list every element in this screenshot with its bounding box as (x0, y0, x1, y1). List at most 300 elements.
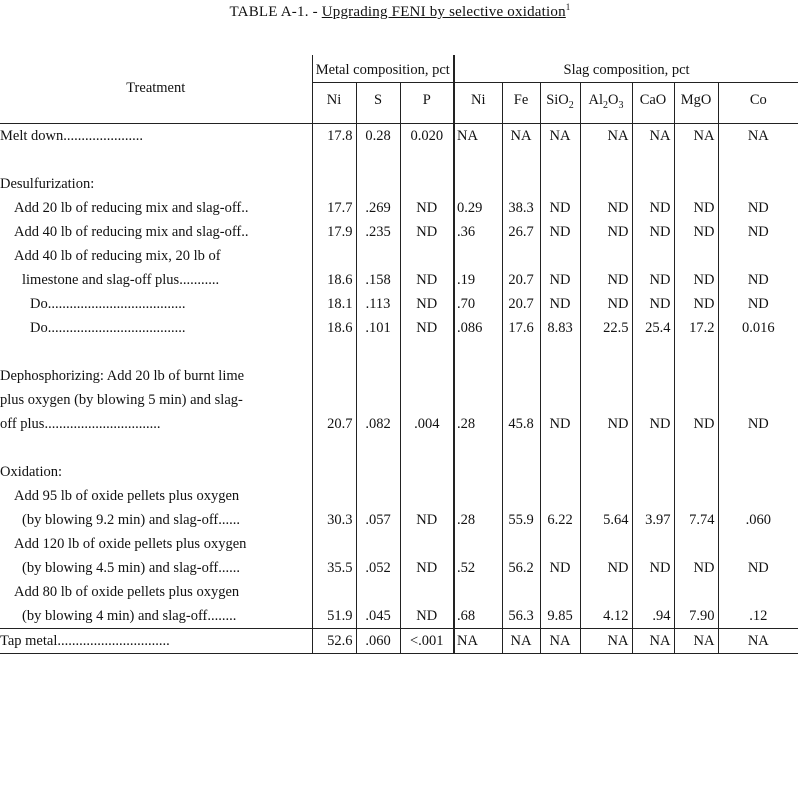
cell-value: 18.6 (327, 271, 353, 288)
metal-value-cell (400, 123, 454, 148)
cell-value: ND (693, 295, 715, 312)
treatment-line: Add 80 lb of oxide pellets plus oxygen (14, 583, 240, 600)
cell-value: ND (693, 271, 715, 288)
cell-value: ND (607, 223, 629, 240)
cell-value: ND (747, 199, 769, 216)
cell-value: ND (549, 415, 571, 432)
cell-value: ND (607, 415, 629, 432)
treatment-line: (by blowing 9.2 min) and slag-off...... (22, 511, 241, 528)
table-row (0, 532, 798, 580)
slag-value-cell (718, 220, 798, 244)
slag-value-cell (454, 436, 502, 484)
treatment-line: plus oxygen (by blowing 5 min) and slag- (0, 391, 243, 408)
cell-value: ND (416, 511, 438, 528)
slag-value-cell (502, 580, 540, 629)
treatment-line: Do...................................... (30, 295, 186, 312)
metal-value-cell (400, 148, 454, 196)
cell-value: .235 (365, 223, 391, 240)
cell-value: 7.74 (689, 511, 715, 528)
cell-value: .28 (457, 415, 476, 432)
metal-value-cell (312, 484, 356, 532)
treatment-cell (0, 292, 312, 316)
slag-value-cell (540, 196, 580, 220)
slag-value-cell (632, 244, 674, 292)
cell-value: NA (607, 127, 629, 144)
treatment-line (0, 340, 312, 364)
slag-value-cell (674, 123, 718, 148)
slag-value-cell (580, 316, 632, 340)
slag-col-header: Fe (502, 83, 540, 124)
slag-value-cell (540, 316, 580, 340)
cell-value: 17.7 (327, 199, 353, 216)
cell-value: 8.83 (547, 319, 573, 336)
metal-value-cell (312, 316, 356, 340)
slag-value-cell (502, 316, 540, 340)
slag-value-cell (454, 148, 502, 196)
cell-value: .060 (745, 511, 771, 528)
cell-value: 55.9 (508, 511, 534, 528)
metal-composition-header: Metal composition, pct (312, 55, 454, 83)
cell-value: 6.22 (547, 511, 573, 528)
cell-value: .060 (365, 632, 391, 649)
slag-value-cell (718, 628, 798, 653)
cell-value: .086 (457, 319, 483, 336)
slag-value-cell (632, 196, 674, 220)
slag-value-cell (540, 148, 580, 196)
cell-value: NA (510, 632, 532, 649)
metal-value-cell (312, 220, 356, 244)
cell-value: ND (607, 295, 629, 312)
cell-value: NA (693, 632, 715, 649)
cell-value: 5.64 (603, 511, 629, 528)
slag-value-cell (632, 292, 674, 316)
slag-col-header: CaO (632, 83, 674, 124)
treatment-line: (by blowing 4.5 min) and slag-off...... (22, 559, 241, 576)
metal-value-cell (312, 123, 356, 148)
cell-value: ND (607, 271, 629, 288)
slag-value-cell (580, 148, 632, 196)
metal-value-cell (356, 292, 400, 316)
cell-value: .113 (365, 295, 391, 312)
slag-value-cell (580, 628, 632, 653)
cell-value: ND (693, 415, 715, 432)
slag-value-cell (502, 148, 540, 196)
slag-value-cell (540, 436, 580, 484)
cell-value: .19 (457, 271, 476, 288)
slag-value-cell (632, 220, 674, 244)
slag-value-cell (718, 484, 798, 532)
slag-value-cell (540, 484, 580, 532)
slag-value-cell (540, 220, 580, 244)
metal-value-cell (356, 123, 400, 148)
cell-value: NA (457, 632, 478, 649)
cell-value: 17.8 (327, 127, 353, 144)
metal-value-cell (356, 148, 400, 196)
slag-value-cell (674, 532, 718, 580)
cell-value: ND (649, 271, 671, 288)
slag-col-header: MgO (674, 83, 718, 124)
metal-value-cell (400, 292, 454, 316)
cell-value: 56.2 (508, 559, 534, 576)
slag-value-cell (454, 628, 502, 653)
cell-value: 30.3 (327, 511, 353, 528)
slag-value-cell (454, 123, 502, 148)
slag-value-cell (580, 532, 632, 580)
cell-value: ND (649, 199, 671, 216)
treatment-line: Dephosphorizing: Add 20 lb of burnt lime (0, 367, 245, 384)
slag-value-cell (454, 244, 502, 292)
cell-value: ND (693, 223, 715, 240)
treatment-header: Treatment (0, 55, 312, 123)
slag-value-cell (674, 220, 718, 244)
metal-value-cell (400, 196, 454, 220)
metal-col-header: S (356, 83, 400, 124)
cell-value: 0.28 (365, 127, 391, 144)
cell-value: ND (549, 295, 571, 312)
treatment-line: Add 95 lb of oxide pellets plus oxygen (14, 487, 240, 504)
slag-value-cell (674, 316, 718, 340)
metal-value-cell (400, 580, 454, 629)
cell-value: ND (416, 223, 438, 240)
cell-value: 0.016 (741, 319, 775, 336)
cell-value: ND (607, 559, 629, 576)
cell-value: ND (549, 271, 571, 288)
metal-value-cell (312, 532, 356, 580)
metal-value-cell (312, 292, 356, 316)
cell-value: 0.020 (410, 127, 444, 144)
table-row (0, 292, 798, 316)
slag-value-cell (502, 484, 540, 532)
cell-value: 3.97 (645, 511, 671, 528)
slag-value-cell (454, 484, 502, 532)
metal-value-cell (356, 436, 400, 484)
slag-value-cell (632, 148, 674, 196)
slag-value-cell (580, 292, 632, 316)
slag-value-cell (580, 244, 632, 292)
cell-value: .052 (365, 559, 391, 576)
slag-value-cell (454, 292, 502, 316)
slag-value-cell (580, 123, 632, 148)
title-prefix: TABLE A-1. - (229, 4, 322, 20)
cell-value: ND (747, 271, 769, 288)
metal-col-header: Ni (312, 83, 356, 124)
treatment-line: Desulfurization: (0, 175, 95, 192)
table-body (0, 123, 798, 653)
composition-table (0, 55, 798, 654)
cell-value: ND (549, 223, 571, 240)
metal-value-cell (356, 340, 400, 436)
treatment-cell (0, 220, 312, 244)
cell-value: 45.8 (508, 415, 534, 432)
slag-value-cell (502, 436, 540, 484)
treatment-cell (0, 316, 312, 340)
slag-value-cell (540, 628, 580, 653)
slag-value-cell (674, 436, 718, 484)
slag-value-cell (674, 340, 718, 436)
cell-value: NA (457, 127, 478, 144)
title-main: Upgrading FENI by selective oxidation (321, 4, 566, 20)
slag-value-cell (502, 123, 540, 148)
cell-value: .28 (457, 511, 476, 528)
cell-value: .045 (365, 607, 391, 624)
table-row (0, 244, 798, 292)
cell-value: NA (747, 632, 769, 649)
slag-value-cell (718, 580, 798, 629)
treatment-cell (0, 123, 312, 148)
metal-value-cell (400, 436, 454, 484)
metal-value-cell (312, 628, 356, 653)
slag-value-cell (540, 292, 580, 316)
cell-value: .52 (457, 559, 476, 576)
cell-value: 26.7 (508, 223, 534, 240)
slag-value-cell (540, 123, 580, 148)
table-row (0, 340, 798, 436)
treatment-cell (0, 484, 312, 532)
cell-value: 22.5 (603, 319, 629, 336)
metal-value-cell (356, 580, 400, 629)
slag-value-cell (580, 484, 632, 532)
slag-value-cell (502, 532, 540, 580)
metal-value-cell (312, 196, 356, 220)
metal-value-cell (400, 316, 454, 340)
table-row (0, 628, 798, 653)
metal-value-cell (356, 628, 400, 653)
treatment-line (0, 148, 312, 172)
cell-value: ND (649, 223, 671, 240)
slag-col-header: Co (718, 83, 798, 124)
metal-value-cell (400, 484, 454, 532)
slag-value-cell (674, 292, 718, 316)
cell-value: ND (693, 559, 715, 576)
cell-value: ND (649, 415, 671, 432)
metal-value-cell (312, 244, 356, 292)
metal-value-cell (312, 148, 356, 196)
table-row (0, 220, 798, 244)
treatment-line: Add 40 lb of reducing mix and slag-off.. (14, 223, 249, 240)
treatment-cell (0, 628, 312, 653)
slag-value-cell (454, 220, 502, 244)
cell-value: 25.4 (645, 319, 671, 336)
treatment-line: Do...................................... (30, 319, 186, 336)
cell-value: NA (649, 127, 671, 144)
cell-value: 18.1 (327, 295, 353, 312)
slag-value-cell (454, 340, 502, 436)
cell-value: 18.6 (327, 319, 353, 336)
slag-value-cell (718, 123, 798, 148)
slag-value-cell (632, 628, 674, 653)
slag-value-cell (454, 532, 502, 580)
table-header (0, 55, 798, 123)
slag-value-cell (718, 244, 798, 292)
slag-value-cell (502, 340, 540, 436)
cell-value: ND (649, 295, 671, 312)
treatment-cell (0, 436, 312, 484)
cell-value: ND (549, 559, 571, 576)
cell-value: .70 (457, 295, 476, 312)
slag-value-cell (540, 580, 580, 629)
cell-value: 7.90 (689, 607, 715, 624)
slag-value-cell (632, 340, 674, 436)
slag-value-cell (632, 580, 674, 629)
slag-value-cell (540, 340, 580, 436)
cell-value: .12 (749, 607, 768, 624)
table-title (0, 2, 800, 21)
cell-value: ND (607, 199, 629, 216)
slag-col-header: SiO$_2$ (540, 83, 580, 124)
treatment-line: Tap metal............................... (0, 632, 170, 649)
table-row (0, 436, 798, 484)
cell-value: .004 (414, 415, 440, 432)
cell-value: NA (510, 127, 532, 144)
slag-value-cell (632, 484, 674, 532)
slag-col-header: Ni (454, 83, 502, 124)
table-row (0, 196, 798, 220)
treatment-cell (0, 196, 312, 220)
cell-value: .082 (365, 415, 391, 432)
slag-value-cell (674, 148, 718, 196)
table-row (0, 484, 798, 532)
cell-value: .94 (652, 607, 671, 624)
metal-col-header: P (400, 83, 454, 124)
cell-value: ND (416, 295, 438, 312)
cell-value: 20.7 (508, 271, 534, 288)
treatment-line: limestone and slag-off plus........... (22, 271, 220, 288)
cell-value: <.001 (409, 632, 444, 649)
slag-value-cell (580, 580, 632, 629)
cell-value: NA (693, 127, 715, 144)
table-row (0, 316, 798, 340)
cell-value: ND (693, 199, 715, 216)
cell-value: 56.3 (508, 607, 534, 624)
metal-value-cell (356, 532, 400, 580)
treatment-line: Add 20 lb of reducing mix and slag-off.. (14, 199, 249, 216)
slag-value-cell (718, 532, 798, 580)
cell-value: 17.6 (508, 319, 534, 336)
cell-value: 20.7 (508, 295, 534, 312)
slag-value-cell (502, 628, 540, 653)
slag-value-cell (718, 436, 798, 484)
cell-value: .057 (365, 511, 391, 528)
slag-value-cell (580, 196, 632, 220)
title-footnote: 1 (565, 2, 571, 12)
metal-value-cell (356, 484, 400, 532)
treatment-line: Add 40 lb of reducing mix, 20 lb of (14, 247, 221, 264)
slag-value-cell (674, 628, 718, 653)
slag-value-cell (718, 316, 798, 340)
cell-value: .68 (457, 607, 476, 624)
slag-value-cell (674, 196, 718, 220)
cell-value: 35.5 (327, 559, 353, 576)
metal-value-cell (312, 436, 356, 484)
slag-value-cell (632, 316, 674, 340)
slag-value-cell (674, 244, 718, 292)
slag-value-cell (502, 220, 540, 244)
slag-value-cell (502, 292, 540, 316)
cell-value: 17.2 (689, 319, 715, 336)
treatment-cell (0, 340, 312, 436)
metal-value-cell (400, 220, 454, 244)
treatment-cell (0, 244, 312, 292)
cell-value: ND (416, 607, 438, 624)
cell-value: ND (747, 415, 769, 432)
slag-value-cell (718, 148, 798, 196)
slag-value-cell (580, 340, 632, 436)
cell-value: 0.29 (457, 199, 483, 216)
slag-value-cell (502, 196, 540, 220)
slag-value-cell (718, 292, 798, 316)
cell-value: ND (747, 223, 769, 240)
slag-value-cell (632, 532, 674, 580)
slag-value-cell (454, 580, 502, 629)
cell-value: ND (747, 559, 769, 576)
cell-value: 51.9 (327, 607, 353, 624)
cell-value: ND (416, 319, 438, 336)
cell-value: NA (549, 127, 571, 144)
treatment-line (0, 436, 312, 460)
slag-value-cell (540, 532, 580, 580)
cell-value: ND (747, 295, 769, 312)
cell-value: .36 (457, 223, 476, 240)
table-row (0, 123, 798, 148)
slag-value-cell (502, 244, 540, 292)
cell-value: 9.85 (547, 607, 573, 624)
cell-value: ND (416, 271, 438, 288)
treatment-line: Oxidation: (0, 463, 63, 480)
treatment-cell (0, 532, 312, 580)
metal-value-cell (312, 580, 356, 629)
treatment-cell (0, 580, 312, 629)
cell-value: NA (747, 127, 769, 144)
metal-value-cell (400, 628, 454, 653)
treatment-line: off plus................................ (0, 415, 161, 432)
cell-value: NA (649, 632, 671, 649)
slag-value-cell (580, 220, 632, 244)
slag-value-cell (674, 484, 718, 532)
slag-value-cell (454, 316, 502, 340)
slag-composition-header: Slag composition, pct (454, 55, 798, 83)
cell-value: ND (549, 199, 571, 216)
cell-value: .269 (365, 199, 391, 216)
slag-value-cell (718, 196, 798, 220)
cell-value: .158 (365, 271, 391, 288)
slag-col-header: $Al_2O_3$ (580, 83, 632, 124)
cell-value: ND (416, 559, 438, 576)
treatment-line: (by blowing 4 min) and slag-off........ (22, 607, 237, 624)
slag-value-cell (454, 196, 502, 220)
cell-value: 17.9 (327, 223, 353, 240)
cell-value: NA (607, 632, 629, 649)
cell-value: .101 (365, 319, 391, 336)
slag-value-cell (632, 436, 674, 484)
cell-value: 4.12 (603, 607, 629, 624)
slag-value-cell (632, 123, 674, 148)
cell-value: ND (649, 559, 671, 576)
treatment-cell (0, 148, 312, 196)
metal-value-cell (400, 532, 454, 580)
metal-value-cell (356, 220, 400, 244)
metal-value-cell (356, 196, 400, 220)
cell-value: 38.3 (508, 199, 534, 216)
table-row (0, 580, 798, 629)
metal-value-cell (312, 340, 356, 436)
metal-value-cell (400, 244, 454, 292)
cell-value: 52.6 (327, 632, 353, 649)
slag-value-cell (718, 340, 798, 436)
metal-value-cell (400, 340, 454, 436)
metal-value-cell (356, 244, 400, 292)
cell-value: NA (549, 632, 571, 649)
slag-value-cell (674, 580, 718, 629)
